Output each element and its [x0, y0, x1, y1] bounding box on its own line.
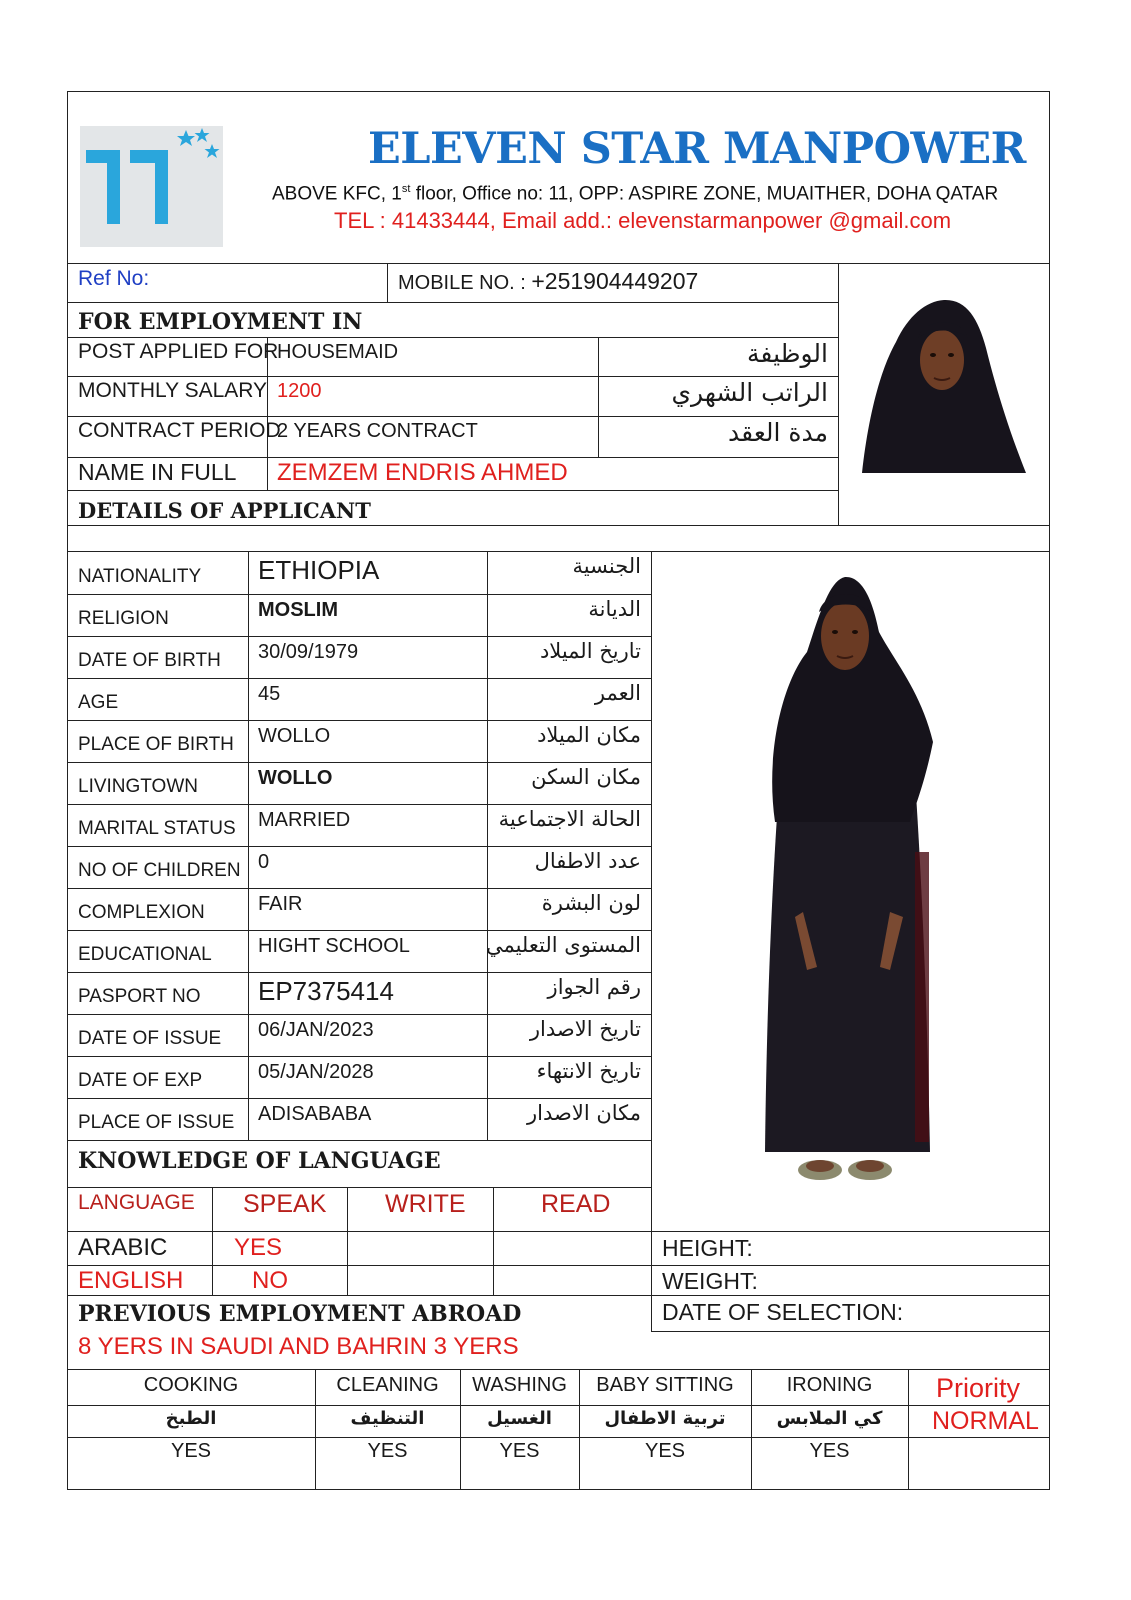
divider — [838, 263, 839, 525]
detail-arabic: رقم الجواز — [547, 975, 641, 999]
detail-value: HIGHT SCHOOL — [258, 935, 410, 957]
star-icon — [177, 130, 195, 146]
skill-arabic: كي الملابس — [776, 1408, 883, 1429]
detail-label: DATE OF EXP — [78, 1070, 203, 1091]
full-name-label: NAME IN FULL — [78, 459, 237, 485]
english-speak: NO — [252, 1267, 288, 1294]
divider — [347, 1187, 348, 1295]
divider — [67, 457, 838, 458]
company-contact: TEL : 41433444, Email add.: elevenstarmanpower @gmail.com — [334, 208, 952, 233]
language-english: ENGLISH — [78, 1267, 184, 1294]
divider — [67, 1187, 651, 1188]
read-col-header: READ — [541, 1190, 611, 1218]
divider — [67, 1056, 651, 1057]
detail-label: DATE OF BIRTH — [78, 650, 221, 671]
skill-name: CLEANING — [336, 1374, 439, 1396]
detail-value: MARRIED — [258, 809, 351, 831]
priority-value: NORMAL — [932, 1407, 1039, 1435]
detail-value: WOLLO — [258, 725, 331, 747]
divider — [67, 1295, 1050, 1296]
divider — [67, 416, 838, 417]
address-sup: st — [401, 183, 411, 195]
detail-arabic: المستوى التعليمي — [485, 933, 641, 957]
language-col-header: LANGUAGE — [78, 1191, 195, 1214]
full-name-value: ZEMZEM ENDRIS AHMED — [277, 459, 568, 486]
applicant-portrait-photo — [858, 298, 1028, 473]
post-applied-value: HOUSEMAID — [277, 341, 399, 363]
mobile-label-text: MOBILE NO. : — [398, 272, 526, 294]
detail-arabic: تاريخ الانتهاء — [536, 1059, 641, 1083]
employment-heading: FOR EMPLOYMENT IN — [78, 309, 363, 335]
divider — [651, 1331, 1050, 1332]
divider — [67, 376, 838, 377]
detail-label: LIVINGTOWN — [78, 776, 198, 797]
logo-graphic — [80, 126, 223, 247]
divider — [67, 594, 651, 595]
salary-arabic: الراتب الشهري — [671, 378, 828, 407]
applicant-full-body-photo — [745, 572, 950, 1202]
language-arabic: ARABIC — [78, 1234, 168, 1261]
detail-arabic: تاريخ الاصدار — [529, 1017, 641, 1041]
skill-value: YES — [367, 1440, 408, 1462]
detail-label: RELIGION — [78, 608, 169, 629]
detail-label: EDUCATIONAL — [78, 944, 212, 965]
divider — [493, 1187, 494, 1295]
divider — [67, 551, 1050, 552]
date-of-selection-label: DATE OF SELECTION: — [662, 1299, 904, 1325]
detail-label: NATIONALITY — [78, 566, 202, 587]
divider — [67, 1140, 651, 1141]
detail-arabic: عدد الاطفال — [534, 849, 641, 873]
divider — [67, 337, 838, 338]
divider — [67, 804, 651, 805]
arabic-speak: YES — [234, 1234, 283, 1261]
detail-value: ETHIOPIA — [258, 555, 380, 585]
detail-arabic: الحالة الاجتماعية — [498, 807, 641, 831]
salary-value: 1200 — [277, 380, 322, 402]
divider — [67, 678, 651, 679]
post-applied-label: POST APPLIED FOR — [78, 340, 279, 363]
detail-label: AGE — [78, 692, 119, 713]
divider — [67, 1437, 1050, 1438]
skill-arabic: التنظيف — [350, 1408, 425, 1429]
detail-arabic: الجنسية — [572, 554, 641, 578]
skill-value: YES — [170, 1440, 212, 1462]
speak-col-header: SPEAK — [243, 1190, 327, 1218]
divider — [908, 1369, 909, 1490]
skill-value: YES — [644, 1440, 686, 1462]
detail-value: 05/JAN/2028 — [258, 1061, 374, 1083]
detail-label: MARITAL STATUS — [78, 818, 236, 839]
skill-name: COOKING — [143, 1374, 239, 1396]
previous-employment-heading: PREVIOUS EMPLOYMENT ABROAD — [78, 1301, 522, 1327]
detail-arabic: مكان السكن — [531, 765, 641, 789]
address-rest: floor, Office no: 11, OPP: ASPIRE ZONE, MUAITHER, DOHA QATAR — [410, 183, 999, 205]
skill-value: YES — [809, 1440, 850, 1462]
details-heading: DETAILS OF APPLICANT — [78, 498, 371, 523]
detail-label: NO OF CHILDREN — [78, 860, 241, 881]
detail-value: 0 — [258, 851, 270, 873]
skill-value: YES — [499, 1440, 540, 1462]
company-address — [272, 184, 998, 203]
detail-value: WOLLO — [258, 767, 333, 789]
divider — [67, 1265, 1050, 1266]
divider — [67, 1369, 1050, 1370]
contract-value: 2 YEARS CONTRACT — [277, 420, 478, 442]
divider — [67, 1014, 651, 1015]
detail-value: ADISABABA — [258, 1103, 372, 1125]
detail-value: 45 — [258, 683, 281, 705]
divider — [67, 846, 651, 847]
divider — [212, 1187, 213, 1295]
salary-label: MONTHLY SALARY — [78, 379, 268, 402]
detail-arabic: تاريخ الميلاد — [539, 639, 641, 663]
mobile-number: +251904449207 — [531, 268, 699, 294]
star-icon — [205, 144, 220, 158]
divider — [67, 762, 651, 763]
previous-employment-value: 8 YERS IN SAUDI AND BAHRIN 3 YERS — [78, 1333, 519, 1360]
divider — [67, 525, 1050, 526]
detail-value: 06/JAN/2023 — [258, 1019, 374, 1041]
detail-value: 30/09/1979 — [258, 641, 359, 663]
divider — [67, 972, 651, 973]
skill-name: IRONING — [786, 1374, 873, 1396]
divider — [67, 302, 838, 303]
divider — [67, 490, 838, 491]
detail-arabic: مكان الميلاد — [537, 723, 641, 747]
detail-label: PASPORT NO — [78, 986, 201, 1007]
detail-arabic: العمر — [594, 681, 641, 705]
detail-value: EP7375414 — [258, 976, 394, 1006]
detail-label: PLACE OF BIRTH — [78, 734, 234, 755]
divider — [67, 636, 651, 637]
detail-arabic: الديانة — [588, 597, 641, 621]
skill-name: WASHING — [472, 1374, 567, 1396]
detail-label: DATE OF ISSUE — [78, 1028, 222, 1049]
divider — [67, 888, 651, 889]
contract-label: CONTRACT PERIOD — [78, 419, 281, 442]
contract-arabic: مدة العقد — [728, 418, 828, 447]
language-heading: KNOWLEDGE OF LANGUAGE — [78, 1148, 441, 1174]
divider — [67, 720, 651, 721]
divider — [67, 263, 1050, 264]
detail-arabic: مكان الاصدار — [527, 1101, 641, 1125]
mobile-label — [398, 270, 698, 293]
detail-value: MOSLIM — [258, 599, 338, 621]
height-label: HEIGHT: — [662, 1235, 753, 1261]
detail-label: COMPLEXION — [78, 902, 205, 923]
company-logo — [80, 126, 223, 247]
star-icon — [195, 128, 210, 142]
address-prefix: ABOVE KFC, 1 — [272, 183, 402, 205]
write-col-header: WRITE — [385, 1190, 466, 1218]
skill-name: BABY SITTING — [596, 1374, 734, 1396]
skill-arabic: الطبخ — [165, 1408, 217, 1429]
ref-label: Ref No: — [78, 267, 150, 290]
detail-value: FAIR — [258, 893, 303, 915]
divider — [387, 263, 388, 302]
post-applied-arabic: الوظيفة — [747, 339, 828, 368]
divider — [67, 1405, 1050, 1406]
divider — [598, 337, 599, 457]
detail-label: PLACE OF ISSUE — [78, 1112, 235, 1133]
skill-arabic: تربية الاطفال — [604, 1408, 726, 1429]
divider — [67, 1231, 1050, 1232]
detail-arabic: لون البشرة — [541, 891, 641, 915]
divider — [67, 1098, 651, 1099]
divider — [651, 551, 652, 1331]
priority-label: Priority — [936, 1373, 1021, 1403]
divider — [67, 930, 651, 931]
skill-arabic: الغسيل — [487, 1408, 552, 1429]
company-name: ELEVEN STAR MANPOWER — [368, 124, 1026, 174]
weight-label: WEIGHT: — [662, 1268, 758, 1294]
